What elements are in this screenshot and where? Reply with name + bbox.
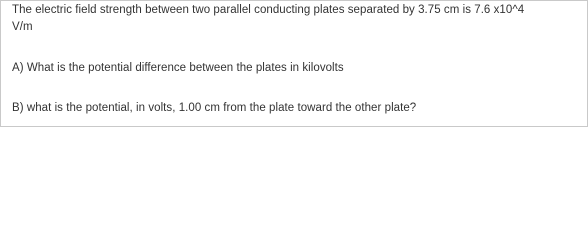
question-part-a: A) What is the potential difference between the plates in kilovolts: [12, 62, 344, 74]
problem-statement-line-1: The electric field strength between two parallel conducting plates separated by 3.75 cm is 7.6 x10^4: [12, 4, 525, 16]
problem-statement-line-2: V/m: [12, 21, 33, 33]
question-part-b: B) what is the potential, in volts, 1.00 cm from the plate toward the other plate?: [12, 102, 417, 114]
